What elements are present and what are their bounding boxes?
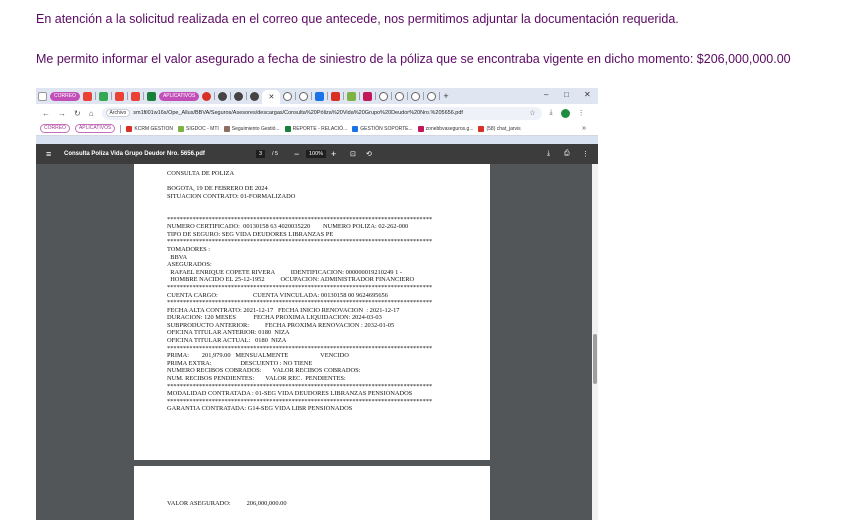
bookmark-item[interactable]: [285, 126, 348, 132]
tab-separator: [230, 92, 231, 100]
bookmark-favicon-icon: [352, 126, 358, 132]
tab-separator: [423, 92, 424, 100]
gmail-tab-icon[interactable]: [83, 92, 92, 101]
globe-tab-icon[interactable]: [395, 92, 404, 101]
reload-icon[interactable]: ↻: [74, 108, 81, 118]
tab-separator: [343, 92, 344, 100]
app-tab-icon[interactable]: [315, 92, 324, 101]
page-total: / 5: [272, 151, 279, 157]
pdf-title: Consulta Poliza Vida Grupo Deudor Nro. 5656.pdf: [64, 151, 205, 157]
app-tab-icon[interactable]: [363, 92, 372, 101]
toolbar-right: [550, 109, 585, 118]
tab-group-correo[interactable]: CORREO: [50, 92, 80, 101]
pdf-page: [134, 164, 490, 460]
tab-group-aplicativos[interactable]: APLICATIVOS: [159, 92, 199, 101]
bookmark-label: Seguimiento Gestió...: [231, 125, 280, 132]
tab-separator: [95, 92, 96, 100]
bookmark-label: zonebbvaseguros.g...: [425, 125, 474, 132]
bookmark-item[interactable]: [178, 126, 219, 132]
print-icon[interactable]: ⎙: [564, 150, 570, 157]
tab-separator: [327, 92, 328, 100]
sheets-tab-icon[interactable]: [147, 92, 156, 101]
bookmark-favicon-icon: [478, 126, 484, 132]
forward-icon[interactable]: →: [58, 108, 66, 118]
rotate-icon[interactable]: ⟲: [366, 151, 372, 158]
bookmark-favicon-icon: [178, 126, 184, 132]
address-url[interactable]: sm1fil01w16s/Ope_Allus/BBVA/Seguros/Asesores/descargas/Consulta%20Póliza%20Vida%20Grupo%20Deudor%20Nro.%205656.pdf: [133, 110, 463, 116]
bookmark-favicon-icon: [224, 126, 230, 132]
close-window-button[interactable]: ✕: [584, 90, 591, 99]
fit-page-icon[interactable]: ⊡: [350, 151, 356, 158]
zoom-out-button[interactable]: −: [294, 148, 300, 159]
app-tab-icon[interactable]: [234, 92, 243, 101]
bookmarks-bar: [36, 122, 598, 136]
tab-separator: [375, 92, 376, 100]
bookmark-item[interactable]: [224, 126, 280, 132]
minimize-button[interactable]: –: [544, 90, 549, 99]
bookmark-separator: [120, 125, 121, 133]
gmail-tab-icon[interactable]: [115, 92, 124, 101]
globe-tab-icon[interactable]: [379, 92, 388, 101]
profile-avatar[interactable]: [561, 109, 570, 118]
app-tab-icon[interactable]: [331, 92, 340, 101]
file-chip[interactable]: Archivo: [106, 109, 131, 117]
bookmark-label: SIGDOC - MTI: [186, 125, 219, 132]
insured-value-text: VALOR ASEGURADO: 206,000,000.00: [167, 500, 287, 507]
bookmark-favicon-icon: [126, 126, 132, 132]
bookmark-label: (58) chat_jarvis: [486, 125, 521, 132]
bookmark-favicon-icon: [418, 126, 424, 132]
message-line-2: Me permito informar el valor asegurado a fecha de siniestro de la póliza que se encontraba vigente en dicho momento: $206,000,000.00: [36, 52, 791, 66]
tab-separator: [111, 92, 112, 100]
bookmark-favicon-icon: [285, 126, 291, 132]
page-number-input[interactable]: 3: [256, 150, 265, 158]
back-icon[interactable]: ←: [42, 108, 50, 118]
tab-separator: [295, 92, 296, 100]
pdf-viewer[interactable]: [36, 164, 598, 520]
download-icon[interactable]: ⤓: [549, 109, 553, 116]
browser-menu-icon[interactable]: ⋮: [577, 110, 585, 117]
pdf-page: [134, 466, 490, 520]
globe-tab-icon[interactable]: [427, 92, 436, 101]
tab-separator: [246, 92, 247, 100]
bookmark-folder[interactable]: APLICATIVOS: [75, 124, 115, 133]
address-bar[interactable]: [102, 107, 542, 120]
maximize-button[interactable]: □: [564, 90, 569, 99]
bookmark-label: REPORTE - RELACIÓ...: [292, 125, 348, 132]
message-line-1: En atención a la solicitud realizada en el correo que antecede, nos permitimos adjuntar la documentación requerida.: [36, 12, 679, 26]
sigdoc-tab-icon[interactable]: [347, 92, 356, 101]
bookmark-item[interactable]: [418, 126, 474, 132]
tab-separator: [143, 92, 144, 100]
gmail-tab-icon[interactable]: [131, 92, 140, 101]
app-tab-icon[interactable]: [202, 92, 211, 101]
tab-separator: [391, 92, 392, 100]
active-tab-close[interactable]: ✕: [262, 90, 280, 104]
tab-strip: [36, 88, 598, 104]
more-options-icon[interactable]: ⋮: [582, 151, 589, 158]
browser-screenshot: [36, 88, 598, 520]
globe-tab-icon[interactable]: [299, 92, 308, 101]
bookmark-label: KCRM GESTION: [134, 125, 173, 132]
address-row: [36, 104, 598, 122]
globe-tab-icon[interactable]: [411, 92, 420, 101]
bookmarks-more-button[interactable]: »: [582, 125, 586, 132]
zoom-input[interactable]: 100%: [306, 150, 326, 158]
menu-icon[interactable]: ≡: [46, 149, 52, 159]
tab-separator: [439, 92, 440, 100]
home-icon[interactable]: ⌂: [88, 108, 94, 118]
tab-separator: [407, 92, 408, 100]
tab-search-icon[interactable]: [38, 92, 47, 101]
app-tab-icon[interactable]: [250, 92, 259, 101]
new-tab-button[interactable]: +: [443, 91, 449, 101]
globe-tab-icon[interactable]: [283, 92, 292, 101]
tab-separator: [127, 92, 128, 100]
policy-text: CONSULTA DE POLIZA BOGOTA, 19 DE FEBRERO DE 2024 SITUACION CONTRATO: 01-FORMALIZADO *********************************************************************************** NUMERO CERTIFICADO: 00130158 63 4020035220 NUMERO POLIZA: 02-262-000 TIPO DE SEGURO: SEG VIDA DEUDORES LIBRANZAS PE *********************************************************************************** TOMADORES : BBVA ASEGURADOS: RAFAEL ENRIQUE COPETE RIVERA IDENTIFICACION: 000000019210249 1 - HOMBRE NACIDO EL 25-12-1952 OCUPACION: ADMINISTRADOR FINANCIERO *********************************************************************************** CUENTA CARGO: CUENTA VINCULADA: 00130158 00 9624695656 *********************************************************************************** FECHA ALTA CONTRATO: 2021-12-17 FECHA INICIO RENOVACION : 2021-12-17 DURACION: 120 MESES FECHA PROXIMA LIQUIDACION: 2024-03-03 SUBPRODUCTO ANTERIOR: FECHA PROXIMA RENOVACION : 2032-01-05 OFICINA TITULAR ANTERIOR: 0180 NIZA OFICINA TITULAR ACTUAL: 0180 NIZA *********************************************************************************** PRIMA: 201,979.00 MENSUALMENTE VENCIDO PRIMA EXTRA: DESCUENTO : NO TIENE NUMERO RECIBOS COBRADOS: VALOR RECIBOS COBRADOS: NUM. RECIBOS PENDIENTES: VALOR REC. PENDIENTES: *********************************************************************************** MODALIDAD CONTRATADA : 01-SEG VIDA DEUDORES LIBRANZAS PENSIONADOS *********************************************************************************** GARANTIA CONTRATADA: G14-SEG VIDA LIBR PENSIONADOS: [167, 170, 433, 413]
tab-separator: [214, 92, 215, 100]
bookmark-star-icon[interactable]: ☆: [529, 109, 536, 117]
bookmark-item[interactable]: [126, 126, 173, 132]
bookmark-item[interactable]: [352, 126, 412, 132]
drive-tab-icon[interactable]: [99, 92, 108, 101]
tab-separator: [359, 92, 360, 100]
pdf-toolbar: [36, 144, 598, 164]
bookmark-item[interactable]: [478, 126, 520, 132]
scrollbar-thumb[interactable]: [593, 334, 597, 384]
bookmark-label: GESTIÓN SOPORTE...: [360, 125, 413, 132]
bookmark-folder[interactable]: CORREO: [40, 124, 70, 133]
app-tab-icon[interactable]: [218, 92, 227, 101]
scrollbar[interactable]: [592, 164, 598, 520]
zoom-in-button[interactable]: +: [331, 148, 337, 159]
tab-separator: [311, 92, 312, 100]
download-icon[interactable]: ⤓: [547, 150, 551, 157]
